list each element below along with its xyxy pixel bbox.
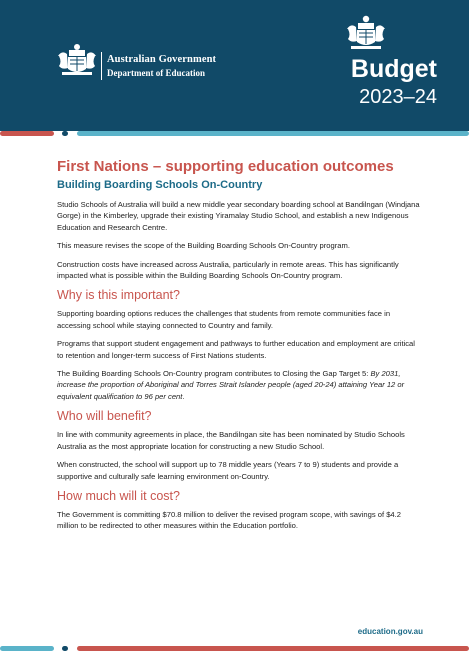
intro-paragraph: This measure revises the scope of the Building Boarding Schools On-Country program. <box>57 241 350 251</box>
accent-dot-navy <box>62 646 68 651</box>
who-paragraph: In line with community agreements in place, the Bandilngan site has been nominated by Studio Schools Australia as the most appropriate location for constructing a new Studio School. <box>57 430 405 451</box>
target-italic: By 2031, increase the proportion of Aboriginal and Torres Strait Islander people (aged 20-24) attaining Year 12 or equivalent qualification to 96 per cent <box>57 369 405 401</box>
government-branding <box>107 54 216 78</box>
budget-crest-icon <box>344 14 388 54</box>
why-paragraph-target <box>57 368 423 402</box>
budget-word: Budget <box>350 55 437 83</box>
cost-paragraph: The Government is committing $70.8 million to deliver the revised program scope, with savings of $4.2 million to be redirected to other measures within the Education portfolio. <box>57 509 401 531</box>
top-accent-bar <box>0 131 469 139</box>
page-header <box>0 0 469 131</box>
page-subtitle: Building Boarding Schools On-Country <box>57 179 263 191</box>
section-heading-who: Who will benefit? <box>57 409 152 424</box>
accent-segment-light <box>77 131 469 136</box>
gov-line2: Department of Education <box>107 68 205 78</box>
accent-segment-light <box>0 646 54 651</box>
main-content <box>57 199 423 539</box>
target-end: . <box>182 391 185 401</box>
why-paragraph: Programs that support student engagement and pathways to further education and employment are critical to retention and longer-term success of First Nations students. <box>57 339 415 360</box>
coat-of-arms-icon <box>56 42 98 80</box>
intro-paragraph: Studio Schools of Australia will build a new middle year secondary boarding school at Bandilngan (Windjana Gorge) in the Kimberley, upgrade their existing Yiramalay Studio School, and establish a new Indigenous Education and Research Centre. <box>57 200 420 232</box>
section-heading-why: Why is this important? <box>57 288 180 303</box>
budget-branding <box>351 56 437 108</box>
accent-segment-red <box>77 646 469 651</box>
footer-website-link[interactable]: education.gov.au <box>357 627 423 636</box>
page-title: First Nations – supporting education outcomes <box>57 158 394 175</box>
crest-divider <box>101 52 102 80</box>
gov-line1: Australian Government <box>107 54 217 65</box>
target-text: The Building Boarding Schools On-Country program contributes to Closing the Gap Target 5: <box>57 369 371 379</box>
section-heading-cost: How much will it cost? <box>57 488 180 503</box>
budget-year: 2023–24 <box>359 86 437 108</box>
intro-paragraph: Construction costs have increased across Australia, particularly in remote areas. This has significantly impacted what is possible within the Building Boarding Schools On-Country program. <box>57 259 399 281</box>
accent-dot-navy <box>62 131 68 136</box>
who-paragraph: When constructed, the school will support up to 78 middle years (Years 7 to 9) students and provide a supportive and culturally safe learning environment on-Country. <box>57 460 399 481</box>
bottom-accent-bar <box>0 646 469 654</box>
accent-segment-red <box>0 131 54 136</box>
why-paragraph: Supporting boarding options reduces the challenges that students from remote communities face in accessing school while staying connected to Country and family. <box>57 309 391 330</box>
